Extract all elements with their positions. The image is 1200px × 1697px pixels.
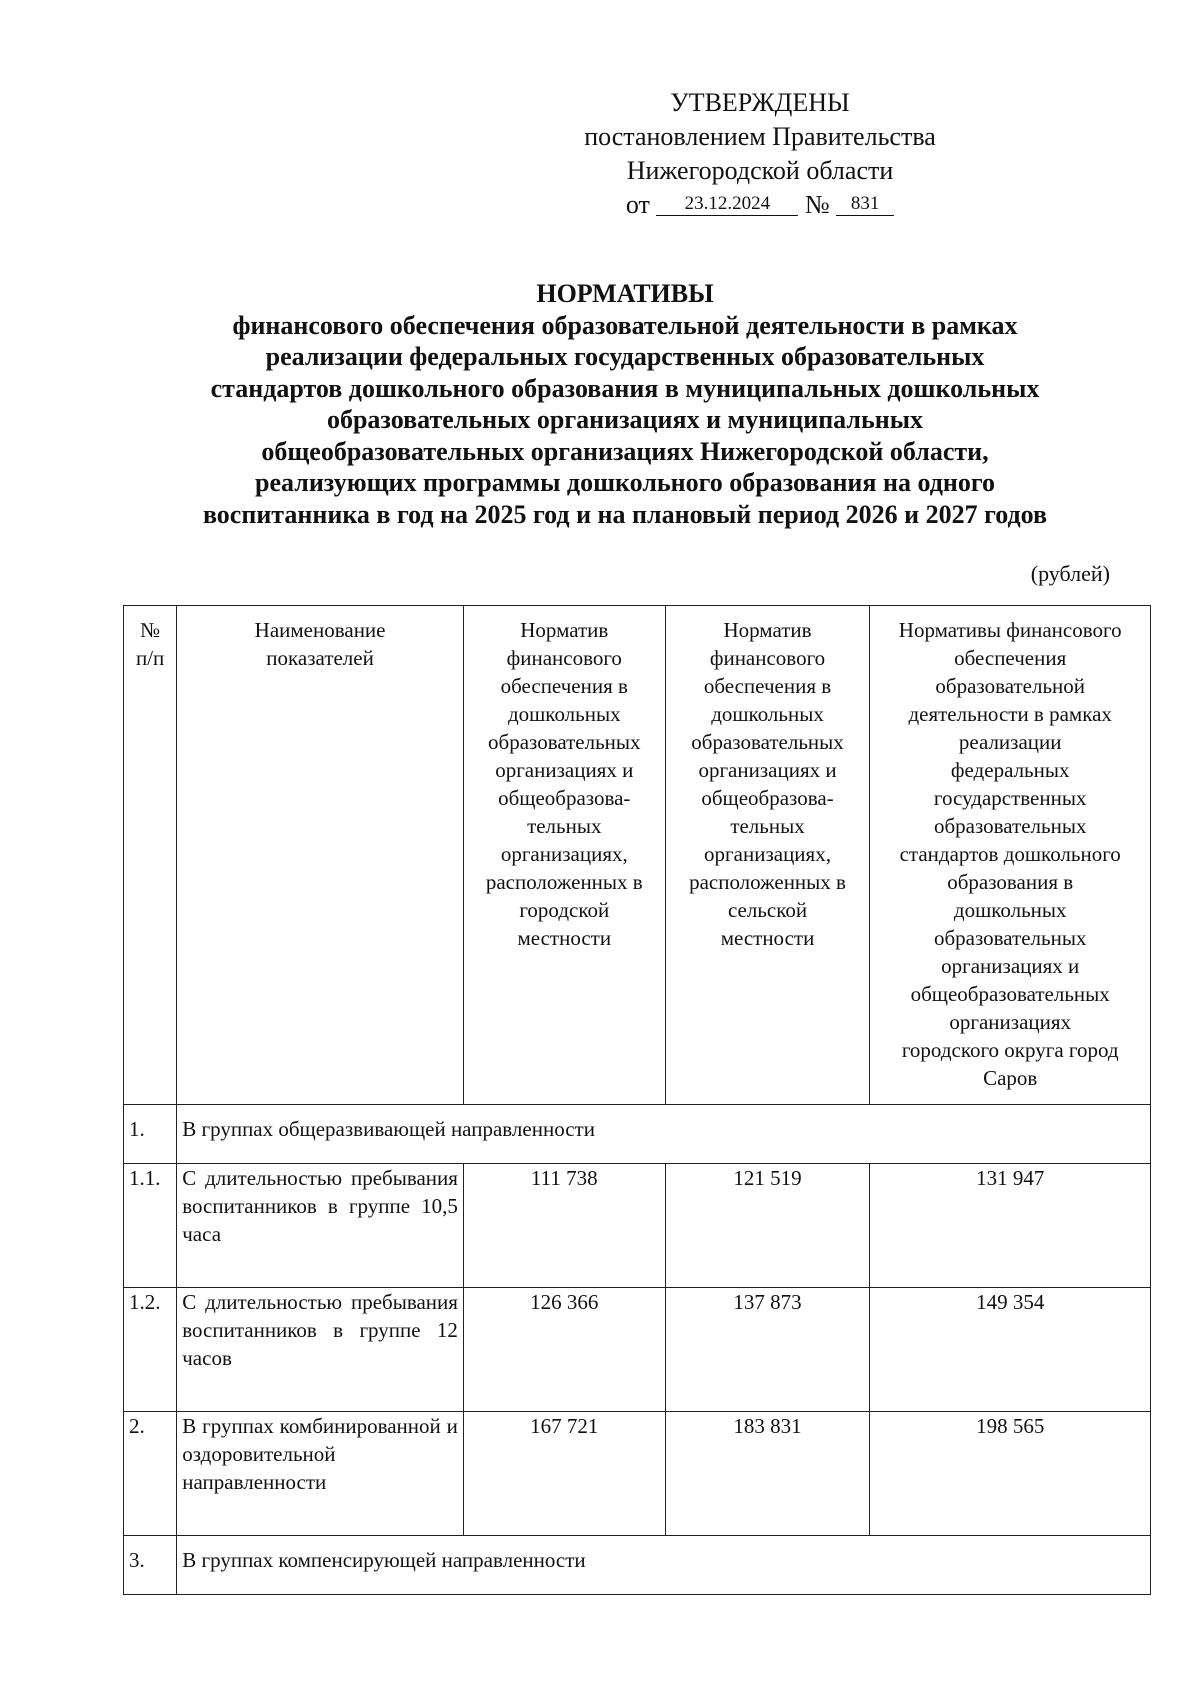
row-section-name: В группах компенсирующей направленности [177,1536,1151,1595]
header-urban-text: Норматив финансового обеспечения в дошкольных образовательных организациях и общеобразова- тельных организациях, расположенных в городской местности [485,618,643,950]
title-line: образовательных организациях и муниципальных [326,405,924,434]
row-urban-value: 167 721 [463,1412,665,1536]
row-name: С длительностью пребывания воспитанников в группе 10,5 часа [177,1164,464,1288]
header-urban [463,606,665,1105]
row-sarov-value: 149 354 [870,1288,1151,1412]
row-number: 3. [124,1536,177,1595]
table-row [124,1105,1151,1164]
row-urban-value: 111 738 [463,1164,665,1288]
header-number [124,606,177,1105]
approval-line-3: Нижегородской области [626,156,894,185]
title-line: воспитанника в год на 2025 год и на плановый период 2026 и 2027 годов [202,499,1048,529]
approval-number: 831 [836,193,894,216]
row-sarov-value: 131 947 [870,1164,1151,1288]
header-sarov [870,606,1151,1105]
row-name: В группах комбинированной и оздоровительной направленности [177,1412,464,1536]
row-number: 1.2. [124,1288,177,1412]
title-heading: НОРМАТИВЫ [536,279,714,308]
approval-date-line [500,188,1020,222]
row-section-name: В группах общеразвивающей направленности [177,1105,1151,1164]
norms-table [123,605,1151,1595]
header-sarov-text: Нормативы финансового обеспечения образовательной деятельности в рамках реализации федеральных государственных образовательных стандартов дошкольного образования в дошкольных образовательных организациях и общеобразовательных организациях городского округа город Саров [898,618,1122,1090]
date-prefix: от [625,190,650,219]
row-number: 1. [124,1105,177,1164]
title-line: реализующих программы дошкольного образования на одного [255,468,995,497]
table-row [124,1164,1151,1288]
header-rural [665,606,870,1105]
document-title [120,278,1130,530]
row-number: 2. [124,1412,177,1536]
title-line: общеобразовательных организациях Нижегородской области, [261,436,989,466]
approval-line-2: постановлением Правительства [584,122,936,151]
table-row [124,1412,1151,1536]
row-sarov-value: 198 565 [870,1412,1151,1536]
header-number-text: № п/п [135,618,165,670]
title-line: реализации федеральных государственных образовательных [265,342,985,371]
row-rural-value: 183 831 [665,1412,870,1536]
header-indicator-text: Наименование показателей [254,618,386,670]
approval-date: 23.12.2024 [656,193,798,216]
table-row [124,1288,1151,1412]
row-rural-value: 137 873 [665,1288,870,1412]
table-header-row [124,606,1151,1105]
row-name: С длительностью пребывания воспитанников в группе 12 часов [177,1288,464,1412]
header-indicator [177,606,464,1105]
row-number: 1.1. [124,1164,177,1288]
number-prefix: № [804,190,830,219]
row-rural-value: 121 519 [665,1164,870,1288]
table-row [124,1536,1151,1595]
approval-block [500,86,1020,222]
title-line: финансового обеспечения образовательной деятельности в рамках [232,310,1018,340]
row-urban-value: 126 366 [463,1288,665,1412]
title-line: стандартов дошкольного образования в муниципальных дошкольных [210,373,1040,403]
approval-heading: УТВЕРЖДЕНЫ [670,88,850,117]
units-label: (рублей) [1030,561,1110,586]
header-rural-text: Норматив финансового обеспечения в дошкольных образовательных организациях и общеобразова- тельных организациях, расположенных в сельской местности [689,618,846,950]
